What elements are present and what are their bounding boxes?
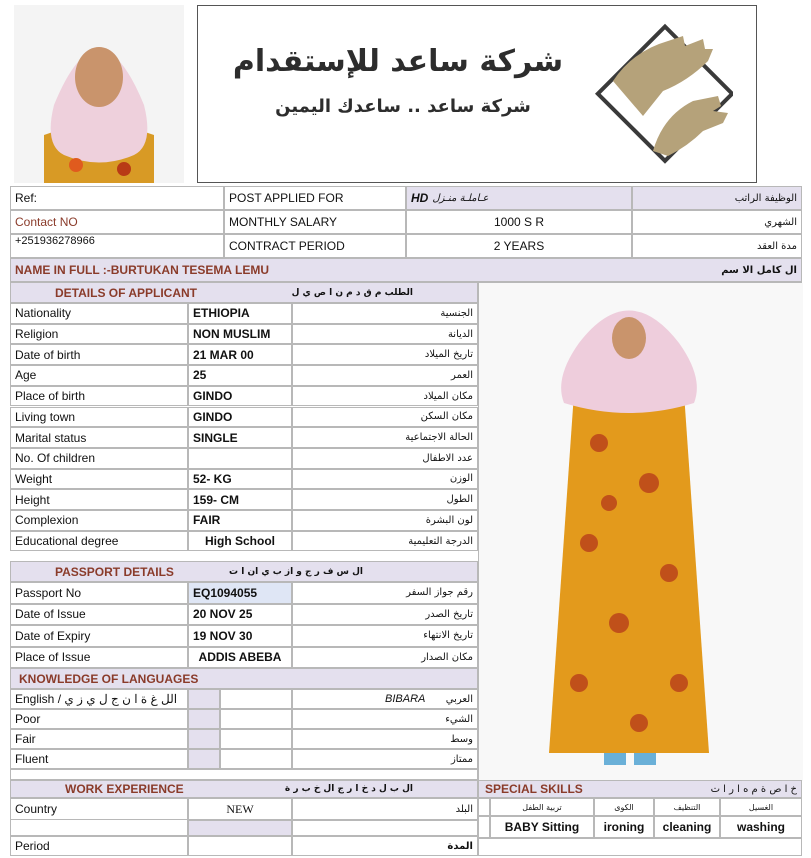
country-label: Country [10,798,188,820]
passport-title-label: PASSPORT DETAILS [55,564,174,579]
skills-title-label: SPECIAL SKILLS [485,782,583,796]
language-level-box [188,709,220,729]
detail-label-ar: الوزن [292,469,478,490]
detail-label: Height [10,489,188,510]
language-level-box [188,729,220,749]
post-value [406,186,632,210]
skill-ar: تربية الطفل [490,798,594,816]
detail-label: Marital status [10,427,188,448]
portrait-photo [14,5,184,183]
company-name: شركة ساعد للإستقدام [232,44,564,79]
post-label-ar: الوظيفة الراتب [632,186,802,210]
period-label: Period [10,836,188,856]
detail-value: 21 MAR 00 [188,344,292,365]
detail-label-ar: الدرجة التعليمية [292,531,478,552]
detail-label: Religion [10,324,188,345]
lang-blank-2 [220,689,292,709]
country-value: NEW [188,798,292,820]
skill-ar: الكوى [594,798,654,816]
detail-label: Age [10,365,188,386]
detail-value: ETHIOPIA [188,303,292,324]
passport-label-ar: رقم جواز السفر [292,582,478,604]
english-label: English / الل غ ة ا ن ج ل ي ز ي [10,689,188,709]
detail-value: NON MUSLIM [188,324,292,345]
passport-label: Passport No [10,582,188,604]
language-level-box [220,749,292,769]
detail-label-ar: مكان الميلاد [292,386,478,407]
language-level-label: Poor [10,709,188,729]
salary-value: 1000 S R [406,210,632,234]
passport-label: Date of Expiry [10,625,188,647]
language-level-label: Fluent [10,749,188,769]
ref-label: Ref: [10,186,224,210]
full-name-label: NAME IN FULL :-BURTUKAN TESEMA LEMU [15,263,269,277]
detail-value: 159- CM [188,489,292,510]
skill-item: BABY Sitting [490,816,594,838]
detail-value: FAIR [188,510,292,531]
post-value-hd: HD [411,191,429,205]
languages-title-label: KNOWLEDGE OF LANGUAGES [19,671,199,686]
detail-label-ar: عدد الاطفال [292,448,478,469]
skill-ar: الغسيل [720,798,802,816]
skills-items-blank [478,816,490,838]
salary-label: MONTHLY SALARY [224,210,406,234]
detail-label: No. Of children [10,448,188,469]
detail-value: High School [188,531,292,552]
full-name-label-ar: ال كامل الا سم [721,264,797,276]
country-blank-3 [292,820,478,836]
skills-ar-blank [478,798,490,816]
detail-label: Date of birth [10,344,188,365]
skill-item: ironing [594,816,654,838]
details-title [10,282,478,303]
skill-item: washing [720,816,802,838]
skills-title [478,780,802,798]
details-title-label: DETAILS OF APPLICANT [55,285,197,300]
skill-ar: التنظيف [654,798,720,816]
language-level-label: Fair [10,729,188,749]
language-level-box [188,749,220,769]
work-title [10,780,478,798]
language-level-ar: ممتاز [292,749,478,769]
arabic-label-ar: العربي [445,693,473,705]
full-name [10,258,802,282]
detail-label-ar: الحالة الاجتماعية [292,427,478,448]
contact-label: Contact NO [10,210,224,234]
work-title-ar: ال ب ل د خ ا ر ج ال خ ب ر ة [284,784,413,794]
country-blank-2 [188,820,292,836]
passport-value: ADDIS ABEBA [188,647,292,669]
passport-label: Place of Issue [10,647,188,669]
detail-value: GINDO [188,386,292,407]
detail-value: SINGLE [188,427,292,448]
language-level-ar: الشيء [292,709,478,729]
full-body-photo [478,282,802,780]
header-box [197,5,757,183]
language-level-ar: وسط [292,729,478,749]
detail-label-ar: تاريخ الميلاد [292,344,478,365]
passport-value: EQ1094055 [188,582,292,604]
post-label: POST APPLIED FOR [224,186,406,210]
company-logo [593,21,733,171]
work-title-label: WORK EXPERIENCE [65,782,184,796]
detail-label: Weight [10,469,188,490]
detail-label-ar: الديانة [292,324,478,345]
detail-label: Place of birth [10,386,188,407]
period-ar: المدة [292,836,478,856]
language-level-box [220,729,292,749]
skills-bottom-blank [478,838,802,856]
languages-title [10,668,478,689]
detail-value [188,448,292,469]
period-value [188,836,292,856]
detail-value: 25 [188,365,292,386]
language-blank-row [10,769,478,780]
country-blank [10,820,188,836]
detail-value: GINDO [188,407,292,428]
detail-label: Educational degree [10,531,188,552]
skills-title-ar: خ ا ص ة م ه ا ر ا ت [710,783,797,795]
detail-label-ar: العمر [292,365,478,386]
detail-label: Complexion [10,510,188,531]
post-value-ar: عـاملـة منـزل [432,192,489,204]
contact-value: +251936278966 [10,234,224,258]
salary-label-ar: الشهري [632,210,802,234]
skill-item: cleaning [654,816,720,838]
arabic-language [292,689,478,709]
passport-value: 19 NOV 30 [188,625,292,647]
passport-label-ar: مكان الصدار [292,647,478,669]
contract-label: CONTRACT PERIOD [224,234,406,258]
detail-value: 52- KG [188,469,292,490]
passport-title-ar: ال س ف ر ج و از ب ي ان ا ت [229,566,363,577]
detail-label: Living town [10,407,188,428]
detail-label-ar: الجنسية [292,303,478,324]
detail-label-ar: مكان السكن [292,407,478,428]
passport-label-ar: تاريخ الانتهاء [292,625,478,647]
language-level-box [220,709,292,729]
contract-value: 2 YEARS [406,234,632,258]
passport-label: Date of Issue [10,604,188,626]
company-tagline: شركة ساعد .. ساعدك اليمين [275,96,531,117]
detail-label: Nationality [10,303,188,324]
arabic-label: BIBARA [385,693,426,705]
contract-label-ar: مدة العقد [632,234,802,258]
passport-value: 20 NOV 25 [188,604,292,626]
detail-label-ar: الطول [292,489,478,510]
lang-blank-1 [188,689,220,709]
passport-label-ar: تاريخ الصدر [292,604,478,626]
details-title-ar: الطلب م ق د م ن ا ص ي ل [291,287,413,298]
country-ar: البلد [292,798,478,820]
passport-title [10,561,478,582]
detail-label-ar: لون البشرة [292,510,478,531]
